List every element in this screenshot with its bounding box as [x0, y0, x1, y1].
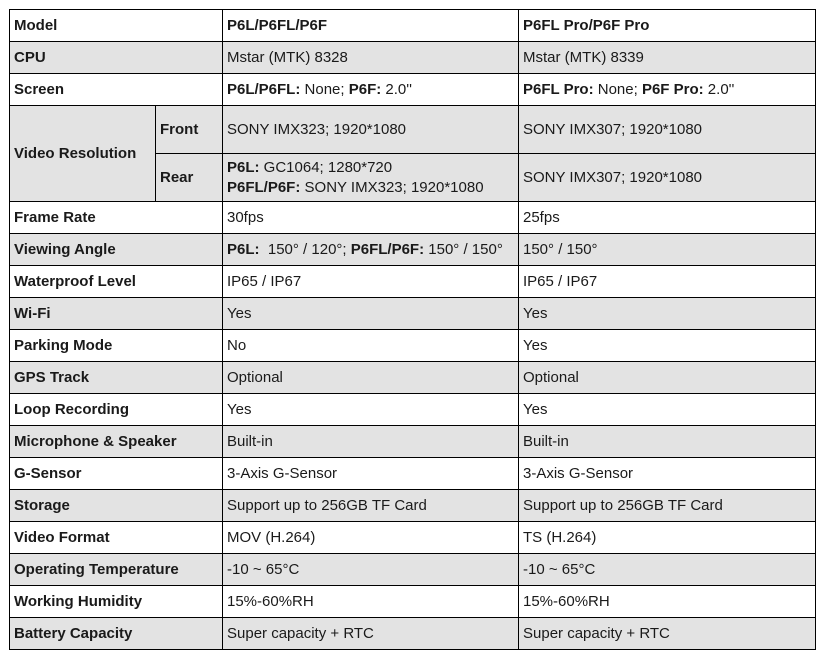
- rear-a-line2-model: P6FL/P6F:: [227, 178, 301, 196]
- rear-value-b: SONY IMX307; 1920*1080: [519, 154, 816, 202]
- frame-rate-value-b: 25fps: [519, 202, 816, 234]
- rear-value-a: [223, 154, 519, 202]
- screen-b-model2: P6F Pro:: [641, 81, 704, 98]
- row-value-a: -10 ~ 65°C: [223, 554, 519, 586]
- row-value-b: Support up to 256GB TF Card: [519, 490, 816, 522]
- row-value-b: TS (H.264): [519, 522, 816, 554]
- table-row: [10, 618, 816, 650]
- row-value-a: 3-Axis G-Sensor: [223, 458, 519, 490]
- row-label: Microphone & Speaker: [10, 426, 223, 458]
- row-label: Waterproof Level: [10, 266, 223, 298]
- frame-rate-value-a: 30fps: [223, 202, 519, 234]
- screen-b-val2: 2.0'': [703, 81, 735, 98]
- rear-a-line1-model: P6L:: [227, 158, 260, 176]
- row-value-a: Built-in: [223, 426, 519, 458]
- row-value-a: 15%-60%RH: [223, 586, 519, 618]
- row-value-a: Super capacity + RTC: [223, 618, 519, 650]
- row-value-a: Optional: [223, 362, 519, 394]
- row-value-b: Yes: [519, 298, 816, 330]
- cpu-row: [10, 42, 816, 74]
- table-row: [10, 586, 816, 618]
- viewing-angle-a-model2: P6FL/P6F:: [350, 241, 425, 258]
- screen-label: Screen: [10, 74, 223, 106]
- viewing-angle-a-val1: 150° / 120°;: [259, 241, 351, 258]
- table-row: [10, 458, 816, 490]
- table-row: [10, 362, 816, 394]
- row-label: Storage: [10, 490, 223, 522]
- video-resolution-front-row: [10, 106, 816, 154]
- row-value-a: No: [223, 330, 519, 362]
- viewing-angle-row: [10, 234, 816, 266]
- row-value-b: Optional: [519, 362, 816, 394]
- screen-a-val1: None;: [300, 81, 349, 98]
- cpu-value-a: Mstar (MTK) 8328: [223, 42, 519, 74]
- row-value-b: Yes: [519, 394, 816, 426]
- viewing-angle-value-a: [223, 234, 519, 266]
- row-value-b: -10 ~ 65°C: [519, 554, 816, 586]
- row-label: Parking Mode: [10, 330, 223, 362]
- row-value-a: Yes: [223, 298, 519, 330]
- table-row: [10, 522, 816, 554]
- viewing-angle-a-val2: 150° / 150°: [424, 241, 503, 258]
- rear-a-line1-val: GC1064; 1280*720: [259, 158, 393, 176]
- screen-a-val2: 2.0'': [381, 81, 412, 98]
- row-value-b: Yes: [519, 330, 816, 362]
- row-label: G-Sensor: [10, 458, 223, 490]
- screen-value-b: [519, 74, 816, 106]
- video-resolution-label: Video Resolution: [10, 106, 156, 202]
- row-value-b: Built-in: [519, 426, 816, 458]
- table-row: [10, 554, 816, 586]
- screen-value-a: [223, 74, 519, 106]
- screen-row: [10, 74, 816, 106]
- front-value-b: SONY IMX307; 1920*1080: [519, 106, 816, 154]
- cpu-value-b: Mstar (MTK) 8339: [519, 42, 816, 74]
- row-label: Operating Temperature: [10, 554, 223, 586]
- row-value-a: Yes: [223, 394, 519, 426]
- screen-b-model1: P6FL Pro:: [523, 81, 594, 98]
- viewing-angle-label: Viewing Angle: [10, 234, 223, 266]
- row-value-b: Super capacity + RTC: [519, 618, 816, 650]
- frame-rate-row: [10, 202, 816, 234]
- rear-a-line2-val: SONY IMX323; 1920*1080: [300, 178, 484, 196]
- row-label: Loop Recording: [10, 394, 223, 426]
- table-row: [10, 330, 816, 362]
- row-label: Battery Capacity: [10, 618, 223, 650]
- row-label: GPS Track: [10, 362, 223, 394]
- spec-table-body: [10, 10, 816, 650]
- table-row: [10, 426, 816, 458]
- screen-a-model2: P6F:: [348, 81, 382, 98]
- front-sublabel: Front: [156, 106, 223, 154]
- header-model-cell: Model: [10, 10, 223, 42]
- frame-rate-label: Frame Rate: [10, 202, 223, 234]
- table-row: [10, 490, 816, 522]
- cpu-label: CPU: [10, 42, 223, 74]
- row-value-b: IP65 / IP67: [519, 266, 816, 298]
- row-label: Working Humidity: [10, 586, 223, 618]
- row-value-a: IP65 / IP67: [223, 266, 519, 298]
- rear-a-line1: [227, 158, 518, 178]
- table-row: [10, 266, 816, 298]
- row-label: Video Format: [10, 522, 223, 554]
- row-value-a: MOV (H.264): [223, 522, 519, 554]
- viewing-angle-a-model1: P6L:: [227, 241, 260, 258]
- table-row: [10, 298, 816, 330]
- screen-a-model1: P6L/P6FL:: [227, 81, 301, 98]
- row-label: Wi-Fi: [10, 298, 223, 330]
- screen-b-val1: None;: [593, 81, 642, 98]
- header-col-b-cell: P6FL Pro/P6F Pro: [519, 10, 816, 42]
- row-value-a: Support up to 256GB TF Card: [223, 490, 519, 522]
- spec-table: [9, 9, 816, 650]
- rear-sublabel: Rear: [156, 154, 223, 202]
- rear-a-line2: [227, 178, 518, 198]
- header-col-a-cell: P6L/P6FL/P6F: [223, 10, 519, 42]
- table-row: [10, 394, 816, 426]
- row-value-b: 3-Axis G-Sensor: [519, 458, 816, 490]
- header-row: [10, 10, 816, 42]
- row-value-b: 15%-60%RH: [519, 586, 816, 618]
- viewing-angle-value-b: 150° / 150°: [519, 234, 816, 266]
- front-value-a: SONY IMX323; 1920*1080: [223, 106, 519, 154]
